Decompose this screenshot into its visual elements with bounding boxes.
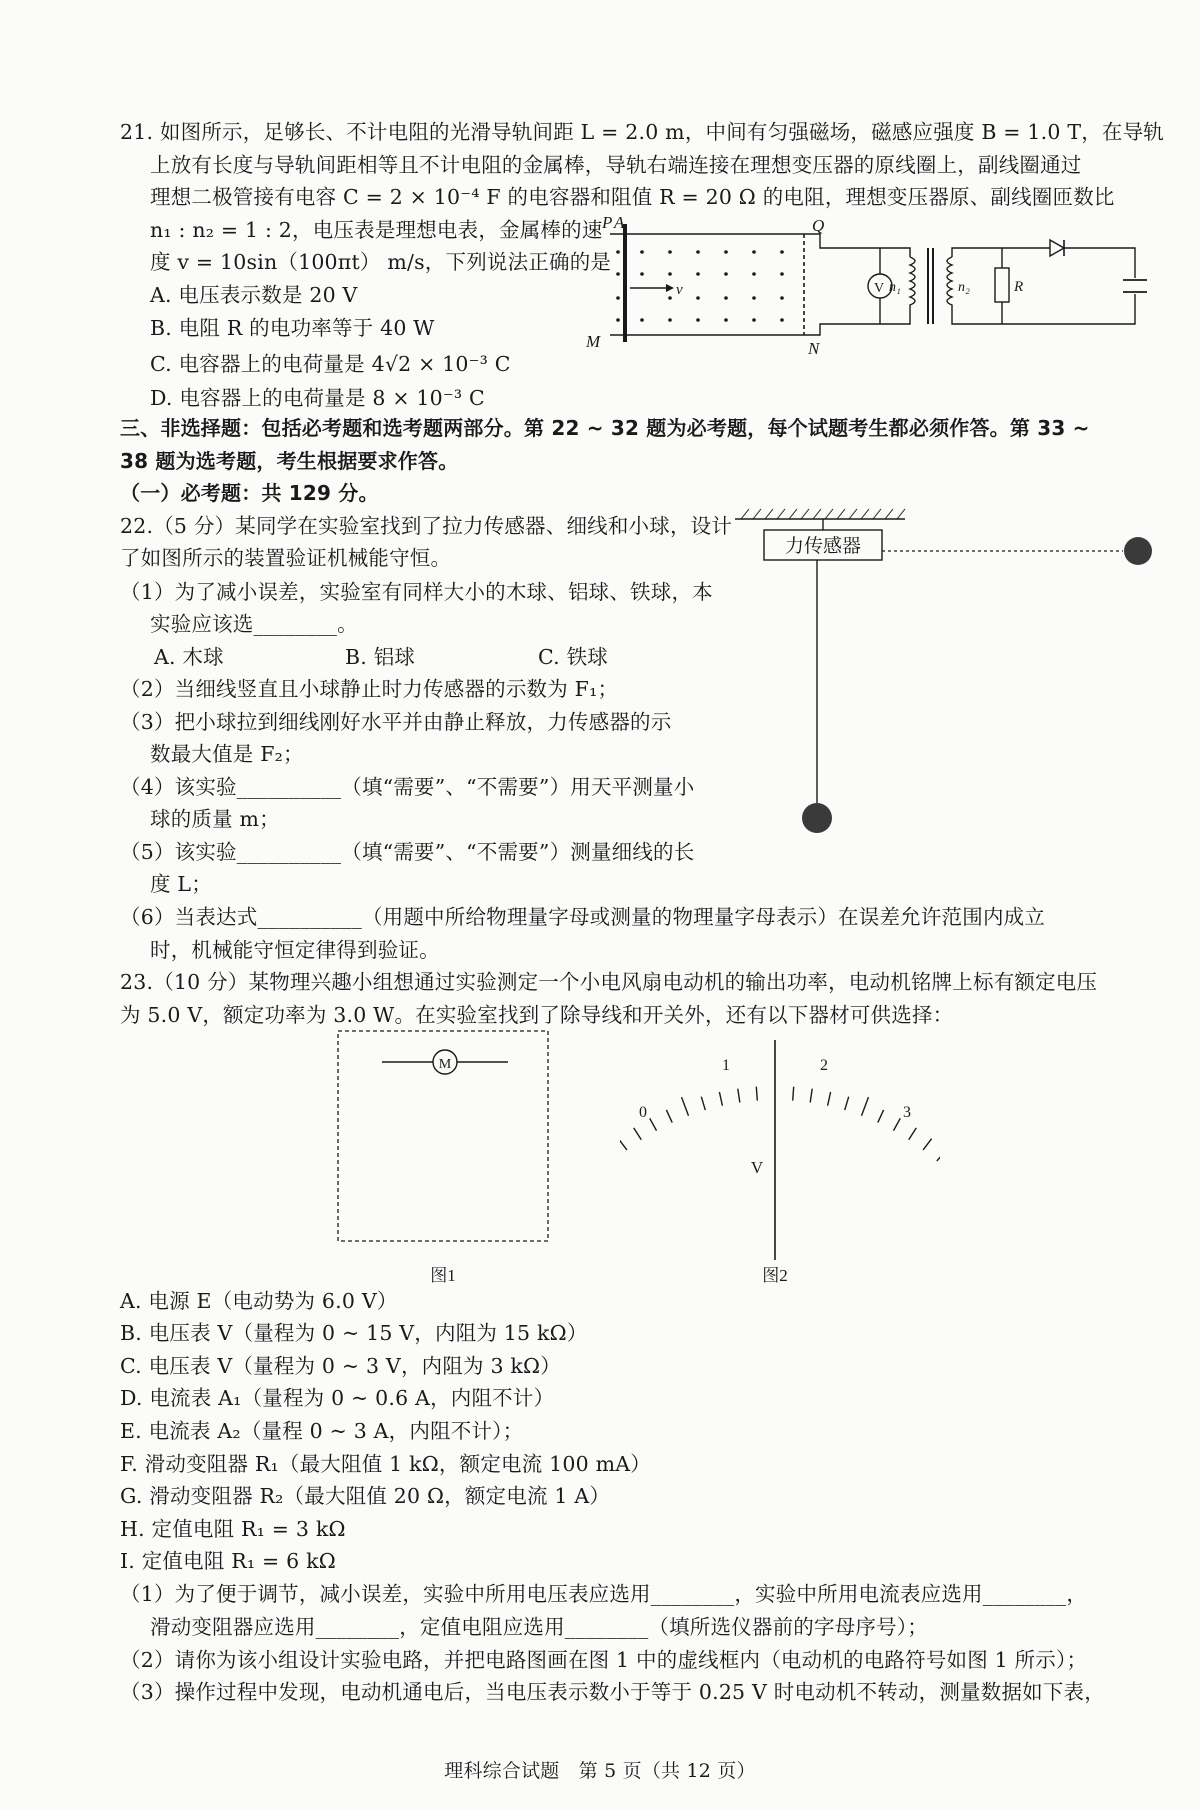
scale-tick [894,1118,901,1130]
equipment-item: D. 电流表 A₁（量程为 0 ~ 0.6 A，内阻不计） [120,1386,555,1410]
q23-figure1 [330,1025,560,1290]
scale-label-0: 0 [639,1104,647,1121]
scale-tick [923,1139,932,1150]
equipment-item: G. 滑动变阻器 R₂（最大阻值 20 Ω，额定电流 1 A） [120,1484,611,1508]
label-n2: n₂ [958,280,970,295]
q21-line4: n₁ : n₂ = 1 : 2，电压表是理想电表，金属棒的速 [150,218,603,242]
q22-s2: （2）当细线竖直且小球静止时力传感器的示数为 F₁； [120,677,619,701]
scale-label-2: 2 [820,1057,828,1074]
q22-s1a: （1）为了减小误差，实验室有同样大小的木球、铝球、铁球，本 [120,580,713,604]
page-footer: 理科综合试题 第 5 页（共 12 页） [444,1760,756,1782]
ball-right [1124,537,1152,565]
equipment-item: F. 滑动变阻器 R₁（最大阻值 1 kΩ，额定电流 100 mA） [120,1452,651,1476]
voltmeter-ticks [620,1087,940,1230]
scale-unit: V [750,1158,764,1177]
label-a: A [614,213,625,232]
scale-tick [828,1092,831,1106]
q23-s3: （3）操作过程中发现，电动机通电后，当电压表示数小于等于 0.25 V 时电动机不转动，测量数据如下表， [120,1680,1105,1704]
q22-line2: 了如图所示的装置验证机械能守恒。 [120,546,452,570]
secondary-coil [947,257,952,315]
scale-tick [620,1139,627,1150]
q23-line1: 23.（10 分）某物理兴趣小组想通过实验测定一个小电风扇电动机的输出功率，电动机铭牌上标有额定电压 [120,970,1098,994]
scale-label-3: 3 [903,1104,911,1121]
equipment-item: B. 电压表 V（量程为 0 ~ 15 V，内阻为 15 kΩ） [120,1321,588,1345]
scale-tick [793,1087,794,1101]
motor-label: M [438,1057,452,1072]
q23-s1a: （1）为了便于调节，减小误差，实验中所用电压表应选用________，实验中所用电流表应选用________， [120,1582,1088,1606]
equipment-item: C. 电压表 V（量程为 0 ~ 3 V，内阻为 3 kΩ） [120,1354,561,1378]
q22-s6a: （6）当表达式__________（用题中所给物理量字母或测量的物理量字母表示）在误差允许范围内成立 [120,905,1046,929]
scale-tick [634,1128,642,1140]
equipment-item: A. 电源 E（电动势为 6.0 V） [120,1289,398,1313]
q22-s4a: （4）该实验__________（填“需要”、“不需要”）用天平测量小 [120,775,695,799]
label-r: R [1014,279,1024,295]
equipment-item: E. 电流表 A₂（量程 0 ~ 3 A，内阻不计）； [120,1419,524,1443]
q22-pendulum-figure [735,505,1155,850]
scale-tick [682,1097,689,1116]
scale-tick [810,1089,812,1103]
figure1-caption: 图1 [430,1266,456,1285]
section3-part1: （一）必考题：共 129 分。 [120,481,379,505]
q22-s5a: （5）该实验__________（填“需要”、“不需要”）测量细线的长 [120,840,695,864]
scale-tick [666,1110,672,1123]
scale-tick [719,1092,722,1106]
scale-tick [909,1128,917,1140]
q21-option-d: D. 电容器上的电荷量是 8 × 10⁻³ C [150,386,485,410]
q21-line3: 理想二极管接有电容 C = 2 × 10⁻⁴ F 的电容器和阻值 R = 20 Ω 的电阻，理想变压器原、副线圈匝数比 [150,185,1115,209]
q22-line1: 22.（5 分）某同学在实验室找到了拉力传感器、细线和小球，设计 [120,514,733,538]
scale-tick [756,1087,757,1101]
q21-circuit-figure [580,212,1150,357]
q23-figure2-voltmeter-scale [620,1035,940,1290]
q22-s3b: 数最大值是 F₂； [150,742,304,766]
q23-line2: 为 5.0 V，额定功率为 3.0 W。在实验室找到了除导线和开关外，还有以下器材可供选择： [120,1003,954,1027]
q21-line2: 上放有长度与导轨间距相等且不计电阻的金属棒，导轨右端连接在理想变压器的原线圈上，副线圈通过 [150,153,1082,177]
q21-option-c: C. 电容器上的电荷量是 4√2 × 10⁻³ C [150,352,511,376]
scale-tick [937,1146,940,1161]
scale-tick [650,1118,657,1130]
diode [1050,240,1064,256]
q23-s2: （2）请你为该小组设计实验电路，并把电路图画在图 1 中的虚线框内（电动机的电路符号如图 1 所示）； [120,1648,1088,1672]
q21-option-b: B. 电阻 R 的电功率等于 40 W [150,316,435,340]
scale-tick [738,1089,740,1103]
label-v: v [676,282,683,298]
q22-s4b: 球的质量 m； [150,807,280,831]
q22-s3a: （3）把小球拉到细线刚好水平并由静止释放，力传感器的示 [120,710,672,734]
equipment-item: H. 定值电阻 R₁ = 3 kΩ [120,1517,346,1541]
label-q: Q [812,216,825,235]
label-n: N [808,339,820,357]
q22-option-a: A. 木球 [154,645,224,669]
q22-s6b: 时，机械能守恒定律得到验证。 [150,938,440,962]
label-p: P [602,213,613,232]
label-m: M [586,332,601,351]
q22-s5b: 度 L； [150,872,212,896]
q21-line5: 度 v = 10sin（100πt） m/s，下列说法正确的是 [150,250,612,274]
force-sensor-label: 力传感器 [784,536,862,557]
q22-option-c: C. 铁球 [538,645,608,669]
q23-s1b: 滑动变阻器应选用________，定值电阻应选用________（填所选仪器前的字母序号）； [150,1615,928,1639]
scale-tick [845,1097,849,1110]
ball-bottom [802,803,832,833]
scale-tick [878,1110,884,1123]
voltmeter-label: V [874,281,885,296]
resistor-r [995,268,1009,302]
primary-coil [910,257,915,315]
section3-line2: 38 题为选考题，考生根据要求作答。 [120,449,459,473]
scale-tick [701,1097,705,1110]
q21-option-a: A. 电压表示数是 20 V [150,283,358,307]
section3-line1: 三、非选择题：包括必考题和选考题两部分。第 22 ~ 32 题为必考题，每个试题考生都必须作答。第 33 ~ [120,416,1090,440]
scale-label-1: 1 [722,1057,730,1074]
scale-tick [862,1097,869,1116]
equipment-item: I. 定值电阻 R₁ = 6 kΩ [120,1549,336,1573]
q22-option-b: B. 铝球 [345,645,416,669]
label-n1: n₁ [889,280,901,295]
q22-s1b: 实验应该选________。 [150,612,358,636]
q21-line1: 21. 如图所示，足够长、不计电阻的光滑导轨间距 L = 2.0 m，中间有匀强磁场，磁感应强度 B = 1.0 T，在导轨 [120,120,1164,144]
figure2-caption: 图2 [762,1266,788,1285]
magnetic-field-dots [616,250,784,322]
